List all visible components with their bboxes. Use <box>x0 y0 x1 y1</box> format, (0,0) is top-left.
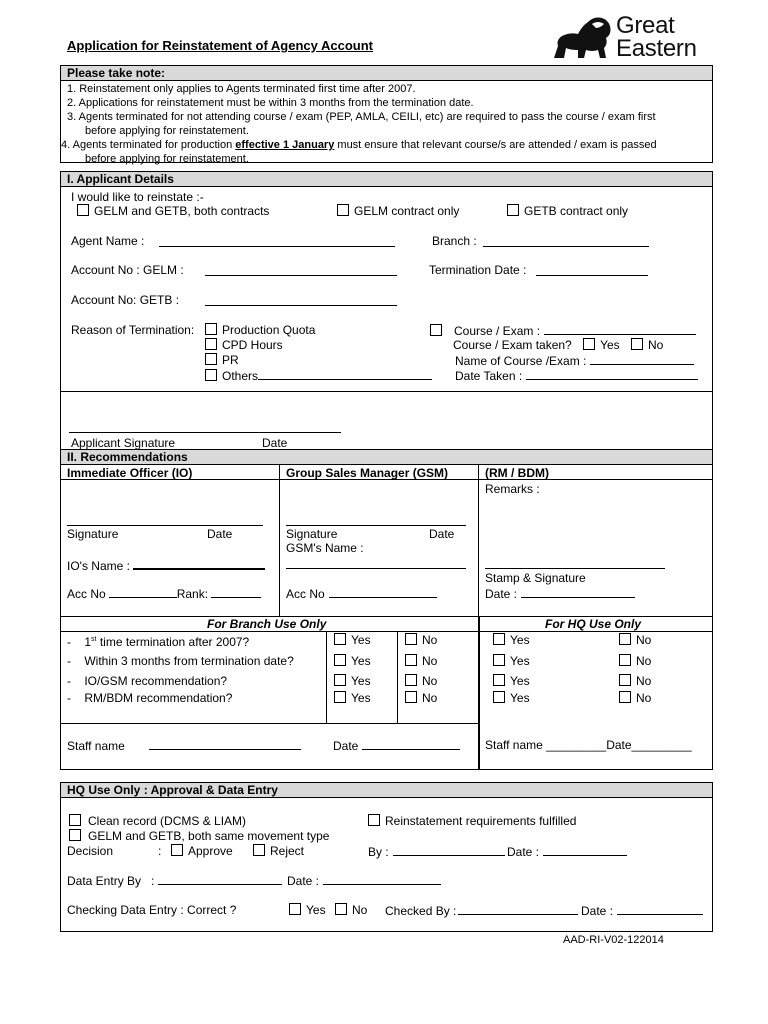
note-3: 3. Agents terminated for not attending course / exam (PEP, AMLA, CEILI, etc) are required to pass the course / exam first <box>67 111 656 123</box>
account-gelm-field[interactable] <box>205 264 397 276</box>
branch-q2-no[interactable]: No <box>405 654 437 668</box>
reject-option[interactable]: Reject <box>253 844 304 858</box>
branch-q2-yes[interactable]: Yes <box>334 654 371 668</box>
decision-date: Date : <box>507 844 627 859</box>
termination-date-label: Termination Date : <box>429 263 527 277</box>
reason-pr[interactable]: PR <box>205 353 239 367</box>
branch-q4-no[interactable]: No <box>405 691 437 705</box>
termination-date-field[interactable] <box>536 264 648 276</box>
reinstatement-requirements[interactable]: Reinstatement requirements fulfilled <box>368 814 576 828</box>
q1: - 1st time termination after 2007? <box>67 635 250 649</box>
account-getb-field[interactable] <box>205 294 397 306</box>
rm-header: (RM / BDM) <box>485 466 549 480</box>
checkbox[interactable] <box>205 323 217 335</box>
account-getb-label: Account No: GETB : <box>71 293 180 307</box>
io-header: Immediate Officer (IO) <box>67 466 193 480</box>
gsm-name-label: GSM's Name : <box>286 541 364 555</box>
branch-q3-yes[interactable]: Yes <box>334 674 371 688</box>
checkbox[interactable] <box>631 338 643 350</box>
checkbox[interactable] <box>583 338 595 350</box>
agent-name-label: Agent Name : <box>71 234 145 248</box>
recommendations-header: II. Recommendations <box>61 450 712 465</box>
remarks-label: Remarks : <box>485 482 540 496</box>
hq-q4-no[interactable]: No <box>619 691 651 705</box>
checking-yes[interactable]: Yes <box>289 903 326 917</box>
footer-code: AAD-RI-V02-122014 <box>563 934 664 946</box>
branch-field[interactable] <box>483 235 649 247</box>
hq-q3-no[interactable]: No <box>619 674 651 688</box>
checking-label: Checking Data Entry : Correct ? <box>67 903 237 917</box>
io-date-label: Date <box>207 527 233 541</box>
branch-staff-name: Staff name <box>67 738 301 753</box>
checkbox[interactable] <box>205 338 217 350</box>
decision-by: By : <box>368 844 505 859</box>
option-getb[interactable]: GETB contract only <box>507 204 628 218</box>
hq-q3-yes[interactable]: Yes <box>493 674 530 688</box>
q2: - Within 3 months from termination date? <box>67 654 294 668</box>
checkbox[interactable] <box>430 324 442 336</box>
logo-line1: Great <box>616 12 675 39</box>
applicant-section <box>60 171 713 450</box>
applicant-signature-label: Applicant Signature <box>71 436 176 450</box>
hq-q4-yes[interactable]: Yes <box>493 691 530 705</box>
hq-approval-header: HQ Use Only : Approval & Data Entry <box>61 783 712 798</box>
branch-label: Branch : <box>432 234 477 248</box>
form-title: Application for Reinstatement of Agency Account <box>67 38 374 53</box>
branch-q1-yes[interactable]: Yes <box>334 633 371 647</box>
note-1: 1. Reinstatement only applies to Agents terminated first time after 2007. <box>67 83 416 95</box>
checked-date: Date : <box>581 903 703 918</box>
note-2: 2. Applications for reinstatement must be within 3 months from the termination date. <box>67 97 474 109</box>
reason-cpd[interactable]: CPD Hours <box>205 338 283 352</box>
note-3b: before applying for reinstatement. <box>85 125 249 137</box>
hq-staff-name-date: Staff name _________Date_________ <box>485 738 692 752</box>
io-signature-label: Signature <box>67 527 119 541</box>
stamp-signature-label: Stamp & Signature <box>485 571 586 585</box>
option-gelm[interactable]: GELM contract only <box>337 204 459 218</box>
hq-q2-no[interactable]: No <box>619 654 651 668</box>
course-taken: Course / Exam taken? Yes No <box>453 338 664 352</box>
hq-q1-no[interactable]: No <box>619 633 651 647</box>
rm-date: Date : <box>485 586 635 601</box>
approve-option[interactable]: Approve <box>171 844 233 858</box>
note-4: 4. Agents terminated for production effective 1 January must ensure that relevant course/s are attended / exam is passed <box>61 139 657 151</box>
data-entry-by: Data Entry By : <box>67 873 282 888</box>
data-entry-date: Date : <box>287 873 441 888</box>
checkbox[interactable] <box>205 369 217 381</box>
lion-icon <box>548 12 614 62</box>
checkbox[interactable] <box>205 353 217 365</box>
logo-line2: Eastern <box>616 35 697 62</box>
checkbox[interactable] <box>77 204 89 216</box>
branch-q1-no[interactable]: No <box>405 633 437 647</box>
io-acc-rank: Acc No Rank: <box>67 586 261 601</box>
notes-header: Please take note: <box>61 66 712 81</box>
branch-staff-date: Date <box>333 738 460 753</box>
recommendations-section <box>60 450 713 617</box>
course-name: Name of Course /Exam : <box>455 353 694 368</box>
io-name-label: IO's Name : <box>67 557 265 573</box>
checked-by: Checked By : <box>385 903 578 918</box>
same-movement[interactable]: GELM and GETB, both same movement type <box>69 829 329 843</box>
applicant-date-label: Date <box>262 436 288 450</box>
clean-record[interactable]: Clean record (DCMS & LIAM) <box>69 814 246 828</box>
option-both[interactable]: GELM and GETB, both contracts <box>77 204 269 218</box>
branch-q3-no[interactable]: No <box>405 674 437 688</box>
branch-use-header: For Branch Use Only <box>207 617 327 631</box>
notes-section <box>60 65 713 163</box>
checking-no[interactable]: No <box>335 903 367 917</box>
q4: - RM/BDM recommendation? <box>67 691 233 705</box>
checkbox[interactable] <box>337 204 349 216</box>
note-4b: before applying for reinstatement. <box>85 153 249 165</box>
reason-label: Reason of Termination: <box>71 323 195 337</box>
account-gelm-label: Account No : GELM : <box>71 263 184 277</box>
q3: - IO/GSM recommendation? <box>67 674 228 688</box>
course-exam[interactable]: Course / Exam : <box>430 323 696 338</box>
hq-use-header: For HQ Use Only <box>545 617 642 631</box>
agent-name-field[interactable] <box>159 235 395 247</box>
date-taken: Date Taken : <box>455 368 698 383</box>
gsm-signature-label: Signature <box>286 527 338 541</box>
use-only-section <box>60 616 713 770</box>
hq-approval-section <box>60 782 713 932</box>
gsm-header: Group Sales Manager (GSM) <box>286 466 449 480</box>
gsm-acc: Acc No <box>286 586 437 601</box>
decision-colon: : <box>158 844 162 858</box>
hq-q2-yes[interactable]: Yes <box>493 654 530 668</box>
reason-production[interactable]: Production Quota <box>205 323 315 337</box>
checkbox[interactable] <box>507 204 519 216</box>
hq-q1-yes[interactable]: Yes <box>493 633 530 647</box>
reason-others[interactable]: Others <box>205 368 432 383</box>
applicant-header: I. Applicant Details <box>61 172 712 187</box>
gsm-date-label: Date <box>429 527 455 541</box>
reinstate-intro: I would like to reinstate :- <box>71 190 204 204</box>
decision-label: Decision <box>67 844 114 858</box>
great-eastern-logo <box>548 12 708 64</box>
branch-q4-yes[interactable]: Yes <box>334 691 371 705</box>
